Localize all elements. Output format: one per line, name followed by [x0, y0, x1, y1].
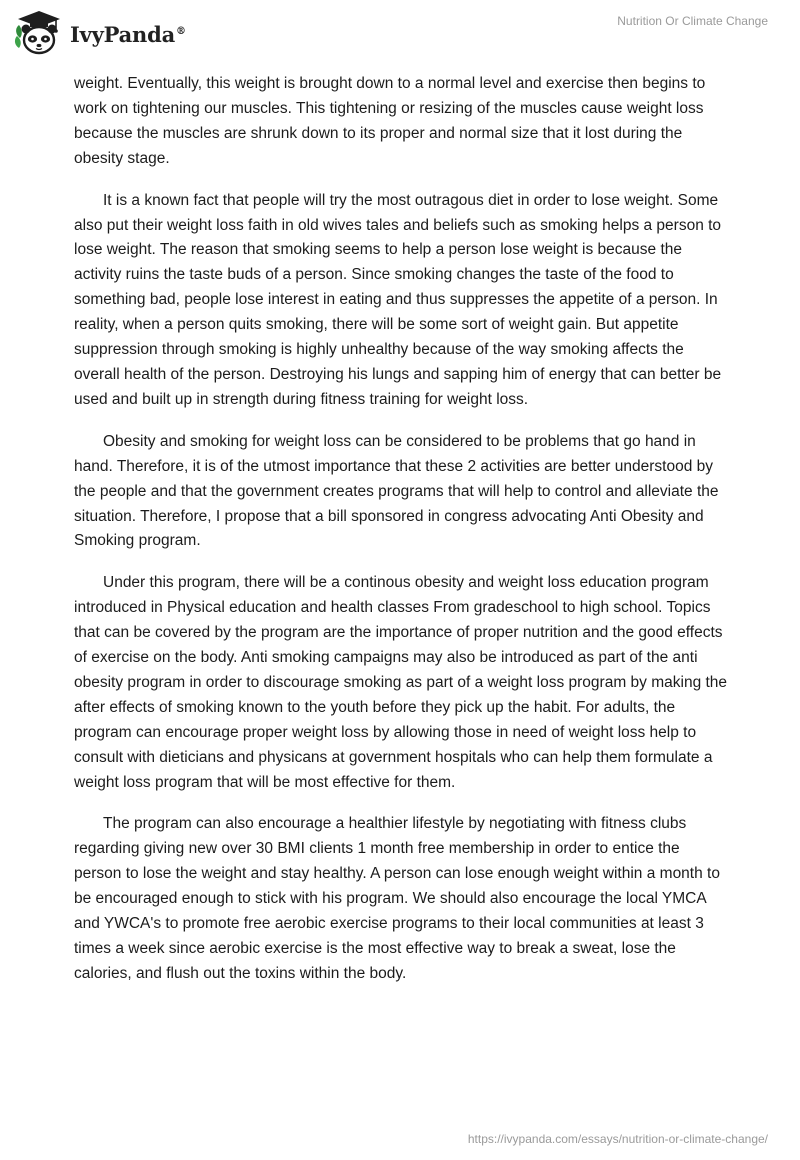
paragraph: It is a known fact that people will try the most outragous diet in order to lose weight. Some also put their weight loss faith in old wives tales and beliefs such as smoking helps a person to lose weight. The reason that smoking seems to help a person lose weight is because the activity ruins the taste buds of a person. Since smoking changes the taste of the food to something bad, people lose interest in eating and thus suppresses the appetite of a person. In reality, when a person quits smoking, there will be some sort of weight gain. But appetite suppression through smoking is highly unhealthy because of the way smoking affects the overall health of the person. Destroying his lungs and sapping him of energy that can better be used and built up in strength during fitness training for weight loss.	[74, 191, 722, 408]
paragraph: The program can also encourage a healthier lifestyle by negotiating with fitness clubs regarding giving new over 30 BMI clients 1 month free membership in order to entice the person to lose the weight and stay healthy. A person can lose enough weight within a month to be encouraged enough to stick with his program. We should also encourage the local YMCA and YWCA's to promote free aerobic exercise programs to their local communities at least 3 times a week since aerobic exercise is the most effective way to break a sweat, lose the calories, and flush out the toxins within the body.	[74, 815, 720, 982]
source-url[interactable]: https://ivypanda.com/essays/nutrition-or-climate-change/	[467, 1132, 768, 1146]
essay-body	[74, 72, 730, 1004]
paragraph: Obesity and smoking for weight loss can be considered to be problems that go hand in hand. Therefore, it is of the utmost importance that these 2 activities are better understood by the people and that the government creates programs that will help to control and alleviate the situation. Therefore, I propose that a bill sponsored in congress advocating Anti Obesity and Smoking program.	[74, 432, 719, 550]
document-title: Nutrition Or Climate Change	[617, 14, 768, 28]
ivypanda-logo[interactable]	[14, 8, 186, 58]
brand-name: IvyPanda®	[70, 21, 186, 47]
paragraph: Under this program, there will be a continous obesity and weight loss education program introduced in Physical education and health classes From gradeschool to high school. Topics that can be covered by the program are the importance of proper nutrition and the good effects of exercise on the body. Anti smoking campaigns may also be introduced as part of the anti obesity program in order to discourage smoking as part of a weight loss program by making the after effects of smoking known to the youth before they pick up the habit. For adults, the program can encourage proper weight loss by allowing those in need of weight loss help to consult with dieticians and physicans at government hospitals who can help them formulate a weight loss program that will be most effective for them.	[74, 574, 728, 791]
registered-mark: ®	[176, 25, 186, 37]
panda-graduate-icon	[14, 8, 64, 58]
paragraph-continuation: weight. Eventually, this weight is brought down to a normal level and exercise then begins to work on tightening our muscles. This tightening or resizing of the muscles cause weight loss because the muscles are shrunk down to its proper and normal size that it lost during the obesity stage.	[74, 75, 706, 167]
page-header	[0, 0, 800, 66]
